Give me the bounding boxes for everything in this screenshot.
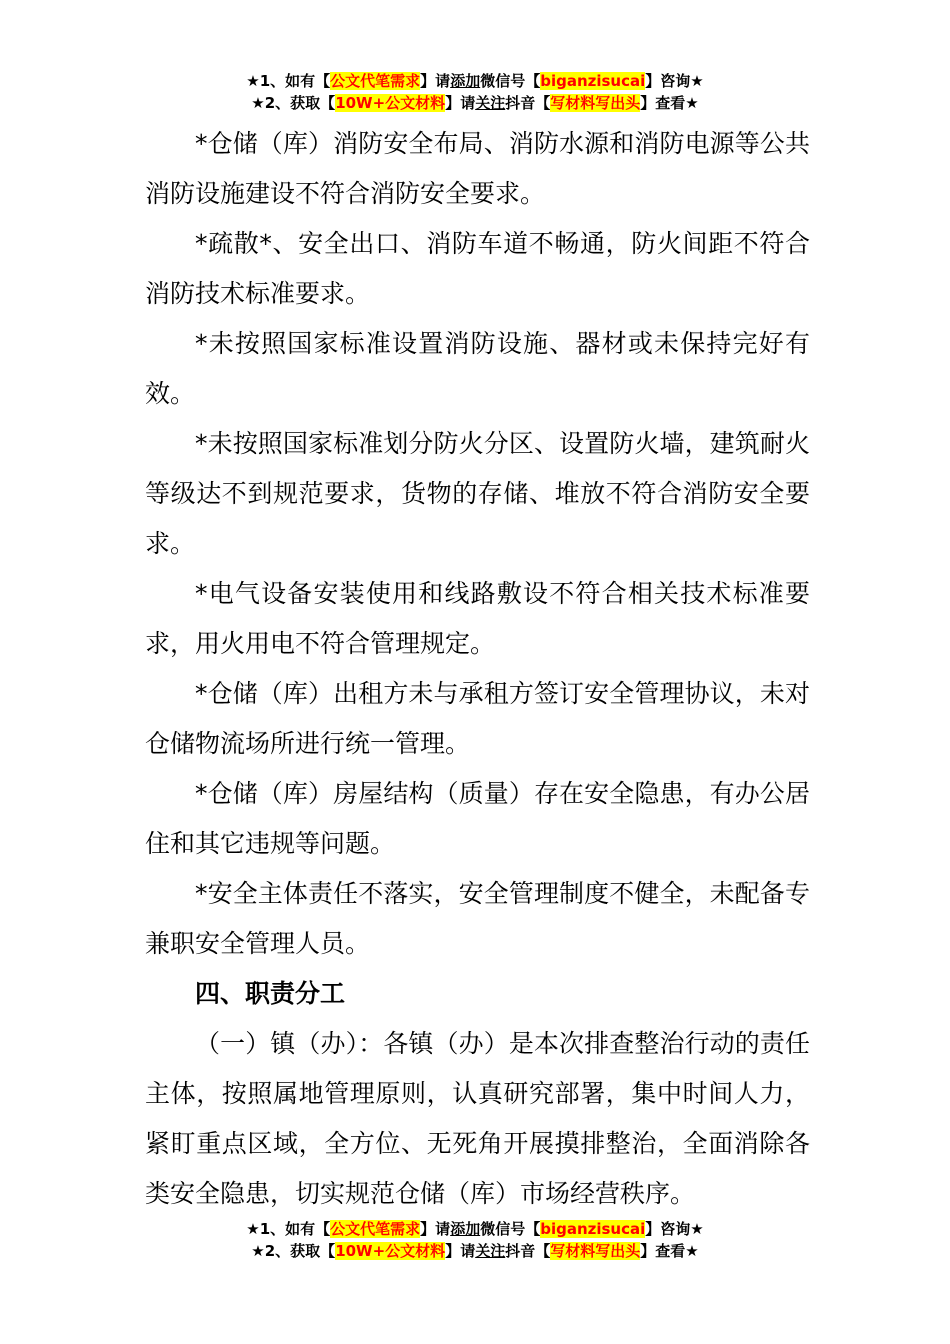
paragraph: *仓储（库）消防安全布局、消防水源和消防电源等公共消防设施建设不符合消防安全要求。 (145, 129, 810, 208)
highlight-douyin-account: 写材料写出头 (550, 1242, 641, 1260)
bottom-banner (0, 1218, 950, 1262)
top-banner (0, 70, 950, 114)
paragraph: *安全主体责任不落实，安全管理制度不健全，未配备专兼职安全管理人员。 (145, 879, 810, 958)
document-body (145, 119, 810, 1219)
paragraph: *仓储（库）房屋结构（质量）存在安全隐患，有办公居住和其它违规等问题。 (145, 779, 810, 858)
section-paragraph: （一）镇（办）：各镇（办）是本次排查整治行动的责任主体，按照属地管理原则，认真研究部署，集中时间人力，紧盯重点区域，全方位、无死角开展摸排整治，全面消除各类安全隐患，切实规范仓储（库）市场经营秩序。 (145, 1029, 810, 1208)
highlight-wechat-id: biganzisucai (540, 1220, 646, 1238)
highlight-service: 公文代笔需求 (330, 72, 421, 90)
highlight-douyin-account: 写材料写出头 (550, 94, 641, 112)
paragraph: *电气设备安装使用和线路敷设不符合相关技术标准要求，用火用电不符合管理规定。 (145, 579, 810, 658)
paragraph: *未按照国家标准设置消防设施、器材或未保持完好有效。 (145, 329, 810, 408)
section-heading: 四、职责分工 (195, 979, 346, 1008)
banner-line-2: ★2、获取【10W+公文材料】请关注抖音【写材料写出头】查看★ (251, 94, 699, 112)
highlight-wechat-id: biganzisucai (540, 72, 646, 90)
paragraph: *未按照国家标准划分防火分区、设置防火墙，建筑耐火等级达不到规范要求，货物的存储、堆放不符合消防安全要求。 (145, 429, 810, 558)
banner-line-1: ★1、如有【公文代笔需求】请添加微信号【biganzisucai】咨询★ (246, 72, 704, 90)
paragraph: *仓储（库）出租方未与承租方签订安全管理协议，未对仓储物流场所进行统一管理。 (145, 679, 810, 758)
highlight-materials: 10W+公文材料 (335, 94, 446, 112)
paragraph: *疏散*、安全出口、消防车道不畅通，防火间距不符合消防技术标准要求。 (145, 229, 810, 308)
highlight-service: 公文代笔需求 (330, 1220, 421, 1238)
highlight-materials: 10W+公文材料 (335, 1242, 446, 1260)
banner-line-1: ★1、如有【公文代笔需求】请添加微信号【biganzisucai】咨询★ (246, 1220, 704, 1238)
banner-line-2: ★2、获取【10W+公文材料】请关注抖音【写材料写出头】查看★ (251, 1242, 699, 1260)
